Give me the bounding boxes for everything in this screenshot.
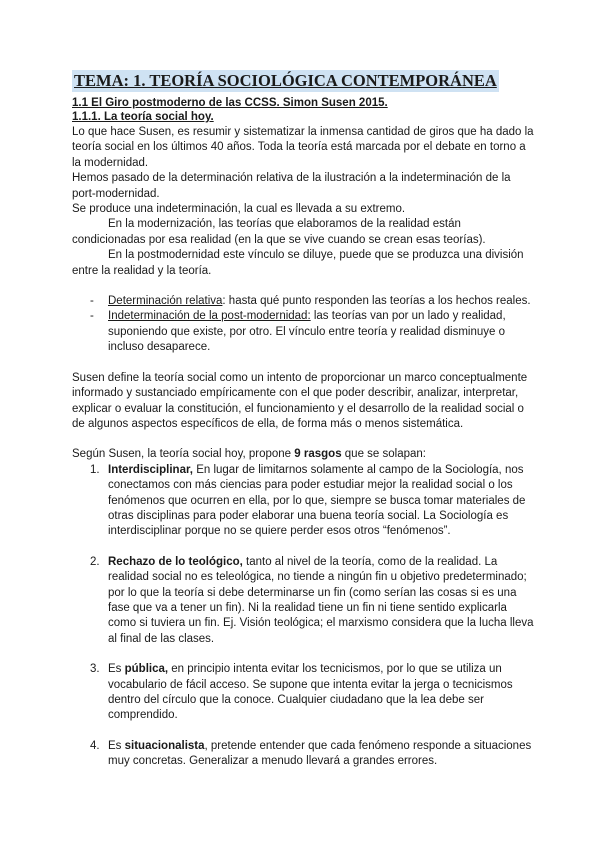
rasgos-count: 9 rasgos xyxy=(294,448,342,461)
spacer xyxy=(72,356,534,371)
rasgos-intro-after: que se solapan: xyxy=(341,448,426,461)
document-title: TEMA: 1. TEORÍA SOCIOLÓGICA CONTEMPORÁNEA xyxy=(74,71,497,90)
rasgo-text: tanto al nivel de la teoría, como de la realidad. La realidad social no es teleológica, no tiende a ningún fin u objetivo predeterminado; por lo que la teoría si debe determinarse un fin (como serían las cosas si es una fase que va a tener un fin). Ni la realidad tiene un fin ni tiene sentido explicarla como si tuviera un fin. Ej. Visión teológica; el marxismo considera que la lucha lleva al final de las clases. xyxy=(108,555,534,645)
dash-list xyxy=(72,294,534,356)
intro-paragraph-1: Lo que hace Susen, es resumir y sistematizar la inmensa cantidad de giros que ha dado la teoría social en los últimos 40 años. Toda la teoría está marcada por el debate en torno a la modernidad. xyxy=(72,126,534,169)
list-text: las teorías van por un lado y realidad, suponiendo que existe, por otro. El vínculo entre teoría y realidad disminuye o incluso desaparece. xyxy=(108,310,506,354)
dash-marker: - xyxy=(90,295,94,308)
rasgo-number: 1. xyxy=(90,463,100,476)
rasgo-text: , pretende entender que cada fenómeno responde a situaciones muy concretas. Generalizar a menudo llevará a grandes errores. xyxy=(108,739,532,768)
intro-paragraph-2: Hemos pasado de la determinación relativa de la ilustración a la indeterminación de la port-modernidad. xyxy=(72,172,511,200)
rasgo-text: en principio intenta evitar los tecnicismos, por lo que se utiliza un vocabulario de fácil acceso. Se supone que intenta evitar la jerga o tecnicismos dentro del círculo que la conoce. Cualquier ciudadano que la lea debe ser comprendido. xyxy=(108,663,513,722)
indented-paragraph-1: En la modernización, las teorías que elaboramos de la realidad están condicionadas por esa realidad (en la que se vive cuando se crean esas teorías). xyxy=(72,218,486,246)
rasgos-intro-before: Según Susen, la teoría social hoy, propone xyxy=(72,448,295,461)
rasgo-item xyxy=(72,739,534,770)
spacer xyxy=(72,540,534,555)
rasgo-lead: Es xyxy=(108,739,125,752)
rasgo-item xyxy=(72,463,534,540)
spacer xyxy=(72,279,534,294)
rasgo-name: Interdisciplinar, xyxy=(108,463,193,476)
list-term: Indeterminación de la post-modernidad: xyxy=(108,310,311,323)
intro-paragraph-3: Se produce una indeterminación, la cual es llevada a su extremo. xyxy=(72,203,406,216)
document-body xyxy=(72,125,534,770)
rasgos-intro xyxy=(72,447,534,462)
spacer xyxy=(72,647,534,662)
definition-paragraph: Susen define la teoría social como un intento de proporcionar un marco conceptualmente informado y sustanciado empíricamente con el que poder describir, analizar, interpretar, explicar o evaluar la constitución, el funcionamiento y el desarrollo de la realidad social o de algunos aspectos específicos de ella, de forma más o menos sistemática. xyxy=(72,371,528,430)
rasgos-list xyxy=(72,463,534,770)
dash-marker: - xyxy=(90,310,94,323)
rasgo-item xyxy=(72,662,534,724)
rasgo-lead: Es xyxy=(108,663,125,676)
spacer xyxy=(72,432,534,447)
list-item xyxy=(72,294,534,309)
indented-paragraph-2: En la postmodernidad este vínculo se diluye, puede que se produzca una división entre la realidad y la teoría. xyxy=(72,249,524,277)
subsection-heading: 1.1.1. La teoría social hoy. xyxy=(72,111,214,123)
rasgo-number: 4. xyxy=(90,739,100,752)
rasgo-number: 2. xyxy=(90,555,100,568)
section-heading: 1.1 El Giro postmoderno de las CCSS. Simon Susen 2015. xyxy=(72,97,388,109)
rasgo-name: pública, xyxy=(124,663,169,676)
rasgo-number: 3. xyxy=(90,663,100,676)
rasgo-name: situacionalista xyxy=(124,739,205,752)
list-term: Determinación relativa xyxy=(108,295,223,308)
rasgo-item xyxy=(72,555,534,647)
rasgo-name: Rechazo de lo teológico, xyxy=(108,555,243,568)
spacer xyxy=(72,724,534,739)
list-item xyxy=(72,309,534,355)
list-text: : hasta qué punto responden las teorías a los hechos reales. xyxy=(222,295,531,308)
rasgo-text: En lugar de limitarnos solamente al campo de la Sociología, nos conectamos con más ciencias para poder estudiar mejor la realidad social o los fenómenos que ocurren en ella, por lo que, siempre se busca tomar materiales de otras disciplinas para poder elaborar una buena teoría social. La Sociología es interdisciplinar porque no se quiere perder esos otros “fenómenos”. xyxy=(108,463,526,538)
